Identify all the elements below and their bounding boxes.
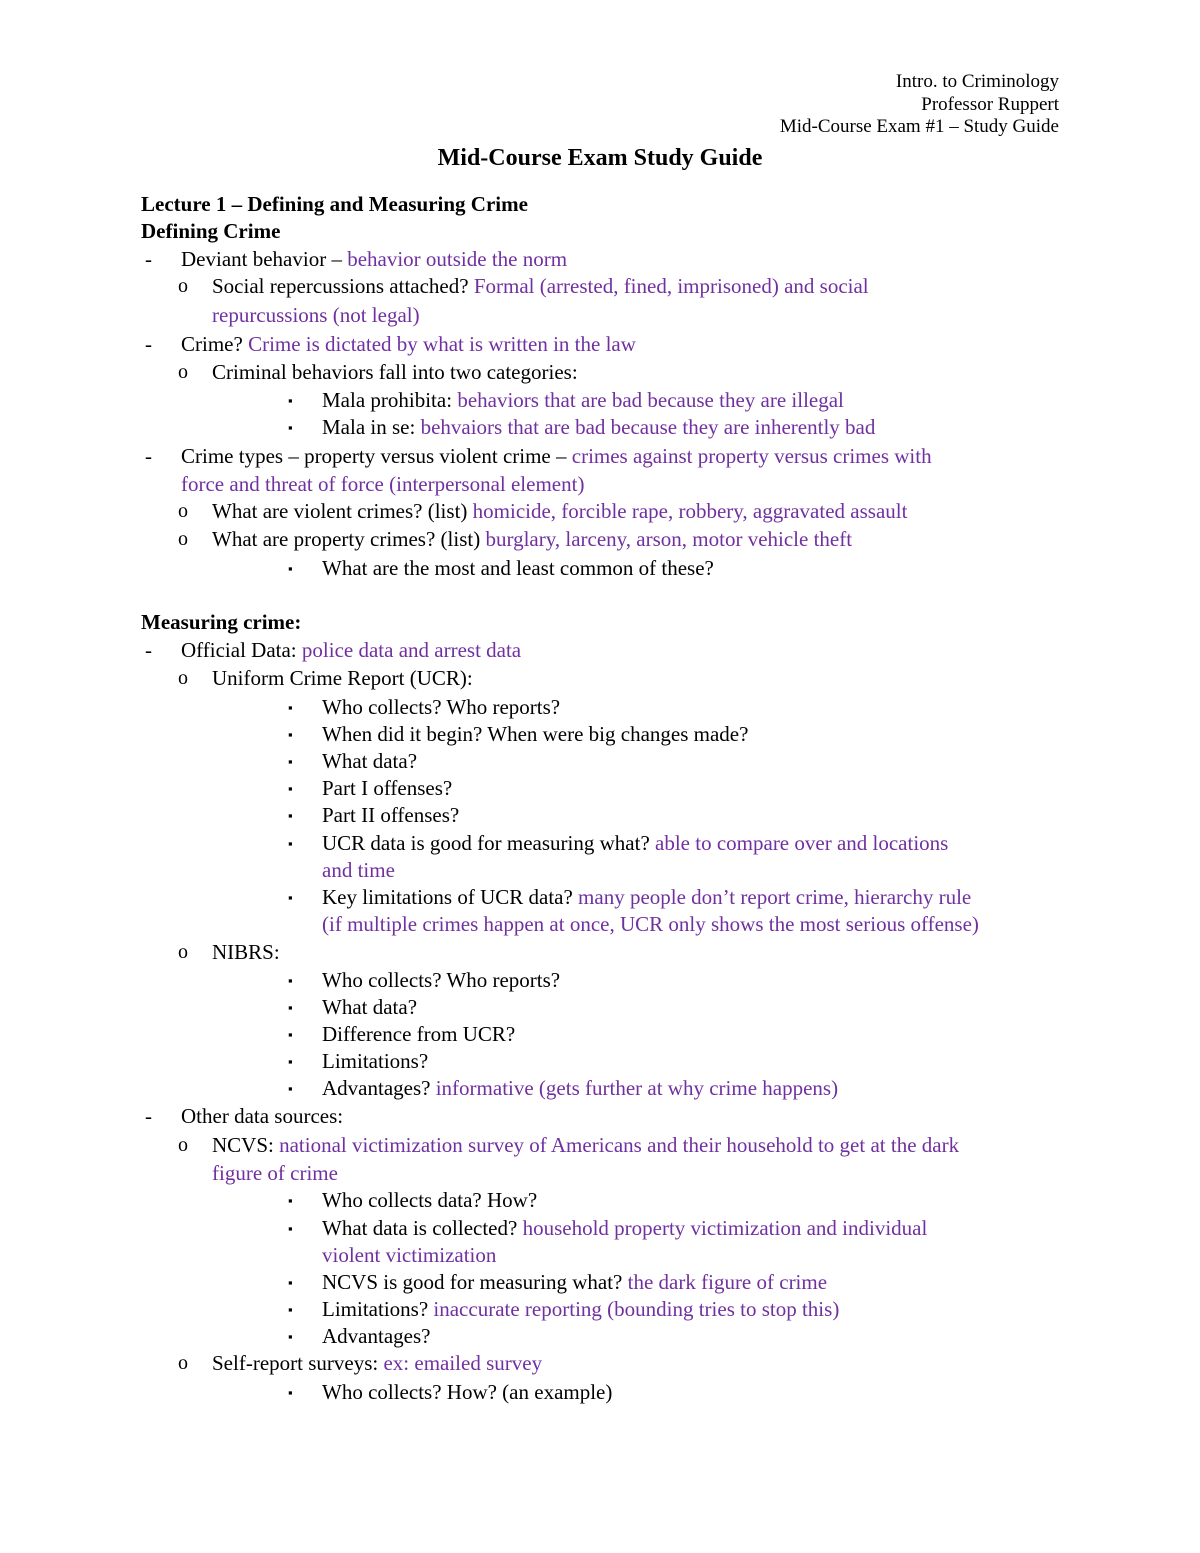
dash-bullet-icon: - [145, 444, 152, 468]
answer-text: Crime is dictated by what is written in the law [248, 332, 636, 356]
circle-bullet-icon: o [178, 941, 188, 963]
prompt-text: Crime? [181, 332, 249, 356]
outline-line [288, 721, 749, 748]
outline-line [145, 637, 522, 664]
prompt-text: Who collects? Who reports? [322, 968, 561, 992]
square-bullet-icon: ▪ [288, 836, 293, 851]
outline-line [288, 1215, 928, 1242]
outline-line [288, 1379, 613, 1406]
prompt-text: Who collects? How? (an example) [322, 1380, 613, 1404]
circle-bullet-icon: o [178, 667, 188, 689]
prompt-text: Part I offenses? [322, 776, 453, 800]
prompt-text: Limitations? [322, 1049, 429, 1073]
page-title: Mid-Course Exam Study Guide [437, 145, 763, 171]
prompt-text: Advantages? [322, 1076, 436, 1100]
outline-line [288, 414, 876, 441]
outline-line [145, 443, 932, 470]
answer-text: repurcussions (not legal) [212, 303, 420, 327]
outline-line [322, 1242, 496, 1269]
answer-text: many people don’t report crime, hierarchy rule [578, 885, 972, 909]
prompt-text: Criminal behaviors fall into two categories: [212, 360, 578, 384]
prompt-text: UCR data is good for measuring what? [322, 831, 656, 855]
answer-text: behaviors that are bad because they are illegal [457, 388, 844, 412]
answer-text: behavior outside the norm [347, 247, 568, 271]
prompt-text: What data? [322, 995, 418, 1019]
square-bullet-icon: ▪ [288, 973, 293, 988]
square-bullet-icon: ▪ [288, 890, 293, 905]
prompt-text: Self-report surveys: [212, 1351, 384, 1375]
outline-line [181, 471, 584, 498]
circle-bullet-icon: o [178, 528, 188, 550]
outline-line [322, 857, 395, 884]
square-bullet-icon: ▪ [288, 1000, 293, 1015]
outline-line [212, 1160, 338, 1187]
answer-text: homicide, forcible rape, robbery, aggravated assault [472, 499, 908, 523]
prompt-text: What data is collected? [322, 1216, 523, 1240]
outline-line [178, 1350, 543, 1377]
dash-bullet-icon: - [145, 247, 152, 271]
heading-text: Measuring crime: [141, 610, 302, 634]
answer-text: and time [322, 858, 395, 882]
outline-line [288, 1187, 538, 1214]
outline-line [145, 1103, 344, 1130]
square-bullet-icon: ▪ [288, 781, 293, 796]
circle-bullet-icon: o [178, 361, 188, 383]
prompt-text: Limitations? [322, 1297, 434, 1321]
dash-bullet-icon: - [145, 638, 152, 662]
prompt-text: Crime types – property versus violent crime – [181, 444, 572, 468]
section-heading [141, 218, 280, 245]
prompt-text: What are property crimes? (list) [212, 527, 486, 551]
square-bullet-icon: ▪ [288, 1193, 293, 1208]
prompt-text: Social repercussions attached? [212, 274, 474, 298]
prompt-text: Other data sources: [181, 1104, 344, 1128]
outline-line [288, 694, 561, 721]
section-heading [141, 609, 301, 636]
outline-line [288, 1296, 840, 1323]
header-exam: Mid-Course Exam #1 – Study Guide [779, 116, 1059, 137]
outline-line [288, 1269, 828, 1296]
answer-text: Formal (arrested, fined, imprisoned) and social [473, 274, 869, 298]
answer-text: (if multiple crimes happen at once, UCR only shows the most serious offense) [322, 912, 979, 936]
square-bullet-icon: ▪ [288, 808, 293, 823]
outline-line [145, 331, 636, 358]
answer-text: ex: emailed survey [383, 1351, 543, 1375]
prompt-text: What are violent crimes? (list) [212, 499, 473, 523]
outline-line [178, 526, 853, 553]
header-professor: Professor Ruppert [921, 93, 1059, 115]
outline-line [288, 1021, 516, 1048]
square-bullet-icon: ▪ [288, 1027, 293, 1042]
outline-line [288, 994, 418, 1021]
prompt-text: Who collects data? How? [322, 1188, 538, 1212]
answer-text: figure of crime [212, 1161, 338, 1185]
answer-text: inaccurate reporting (bounding tries to stop this) [433, 1297, 840, 1321]
answer-text: the dark figure of crime [627, 1270, 828, 1294]
prompt-text: When did it begin? When were big changes made? [322, 722, 749, 746]
outline-line [288, 748, 418, 775]
square-bullet-icon: ▪ [288, 1275, 293, 1290]
answer-text: police data and arrest data [301, 638, 522, 662]
answer-text: able to compare over and locations [655, 831, 949, 855]
answer-text: burglary, larceny, arson, motor vehicle theft [485, 527, 853, 551]
outline-line [288, 555, 714, 582]
heading-text: Lecture 1 – Defining and Measuring Crime [141, 192, 528, 216]
prompt-text: NIBRS: [212, 940, 280, 964]
prompt-text: Who collects? Who reports? [322, 695, 561, 719]
square-bullet-icon: ▪ [288, 1329, 293, 1344]
answer-text: household property victimization and individual [522, 1216, 928, 1240]
answer-text: national victimization survey of Americans and their household to get at the dark [279, 1133, 960, 1157]
answer-text: force and threat of force (interpersonal element) [181, 472, 585, 496]
document-header [780, 71, 1059, 139]
outline-line [212, 302, 420, 329]
circle-bullet-icon: o [178, 1134, 188, 1156]
answer-text: informative (gets further at why crime happens) [435, 1076, 839, 1100]
square-bullet-icon: ▪ [288, 700, 293, 715]
prompt-text: Difference from UCR? [322, 1022, 516, 1046]
square-bullet-icon: ▪ [288, 754, 293, 769]
prompt-text: Deviant behavior – [181, 247, 348, 271]
outline-line [178, 498, 908, 525]
circle-bullet-icon: o [178, 500, 188, 522]
square-bullet-icon: ▪ [288, 1385, 293, 1400]
outline-line [288, 830, 949, 857]
outline-line [178, 273, 869, 300]
prompt-text: What are the most and least common of these? [322, 556, 714, 580]
outline-line [288, 802, 460, 829]
square-bullet-icon: ▪ [288, 393, 293, 408]
square-bullet-icon: ▪ [288, 1302, 293, 1317]
answer-text: behvaiors that are bad because they are inherently bad [420, 415, 876, 439]
prompt-text: Key limitations of UCR data? [322, 885, 579, 909]
square-bullet-icon: ▪ [288, 420, 293, 435]
answer-text: crimes against property versus crimes with [571, 444, 932, 468]
dash-bullet-icon: - [145, 332, 152, 356]
outline-line [288, 775, 453, 802]
section-heading [141, 191, 528, 218]
prompt-text: Advantages? [322, 1324, 431, 1348]
outline-line [145, 246, 568, 273]
answer-text: violent victimization [322, 1243, 497, 1267]
outline-line [288, 1075, 839, 1102]
square-bullet-icon: ▪ [288, 561, 293, 576]
outline-line [288, 1323, 431, 1350]
outline-line [322, 911, 979, 938]
outline-line [178, 939, 280, 966]
outline-line [178, 359, 578, 386]
square-bullet-icon: ▪ [288, 1081, 293, 1096]
circle-bullet-icon: o [178, 275, 188, 297]
prompt-text: Part II offenses? [322, 803, 460, 827]
outline-line [178, 1132, 960, 1159]
header-course: Intro. to Criminology [895, 71, 1059, 92]
square-bullet-icon: ▪ [288, 1221, 293, 1236]
prompt-text: Mala in se: [322, 415, 421, 439]
outline-line [288, 1048, 429, 1075]
outline-line [288, 967, 561, 994]
outline-line [288, 884, 972, 911]
outline-line [288, 387, 844, 414]
heading-text: Defining Crime [141, 219, 281, 243]
prompt-text: Official Data: [181, 638, 302, 662]
prompt-text: Mala prohibita: [322, 388, 458, 412]
square-bullet-icon: ▪ [288, 727, 293, 742]
dash-bullet-icon: - [145, 1104, 152, 1128]
circle-bullet-icon: o [178, 1352, 188, 1374]
prompt-text: Uniform Crime Report (UCR): [212, 666, 473, 690]
prompt-text: NCVS is good for measuring what? [322, 1270, 628, 1294]
prompt-text: What data? [322, 749, 418, 773]
square-bullet-icon: ▪ [288, 1054, 293, 1069]
outline-line [178, 665, 473, 692]
prompt-text: NCVS: [212, 1133, 280, 1157]
